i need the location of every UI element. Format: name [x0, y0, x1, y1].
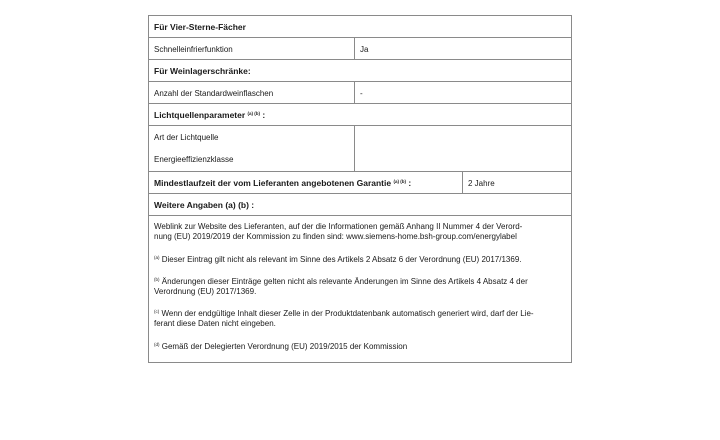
- four-star-heading-row: [149, 16, 571, 38]
- wine-bottles-row: [149, 82, 571, 104]
- note-b-text-1: Änderungen dieser Einträge gelten nicht als relevante Änderungen im Sinne des Artikels 4 Absatz 4 der: [161, 277, 528, 286]
- further-heading: Weitere Angaben (a) (b) :: [154, 200, 255, 210]
- warranty-label-cell: [149, 172, 462, 193]
- light-class-label: Energieeffizienzklasse: [154, 155, 234, 164]
- note-a-ref: (a): [154, 255, 160, 260]
- note-c-text-2: ferant diese Daten nicht eingeben.: [154, 319, 276, 328]
- warranty-colon: :: [408, 178, 412, 188]
- light-type-label: Art der Lichtquelle: [154, 133, 219, 142]
- note-b-ref: (b): [154, 277, 160, 282]
- note-c-ref: (c): [154, 309, 160, 314]
- weblink-block: [149, 216, 571, 242]
- note-c: [149, 297, 571, 329]
- light-heading-row: [149, 104, 571, 126]
- weblink-line-2: nung (EU) 2019/2019 der Kommission zu finden sind: www.siemens-home.bsh-group.com/energylabel: [154, 232, 517, 241]
- wine-heading-row: [149, 60, 571, 82]
- warranty-value: 2 Jahre: [462, 172, 571, 193]
- light-params-row: [149, 126, 571, 172]
- note-c-text-1: Wenn der endgültige Inhalt dieser Zelle in der Produktdatenbank automatisch generiert wird, darf der Lie-: [161, 309, 534, 318]
- wine-bottles-label: Anzahl der Standardweinflaschen: [154, 89, 274, 98]
- four-star-heading: Für Vier-Sterne-Fächer: [154, 22, 246, 32]
- light-params-value: [354, 126, 571, 171]
- quick-freeze-row: [149, 38, 571, 60]
- light-heading-text: Lichtquellenparameter: [154, 110, 246, 120]
- wine-bottles-value: -: [354, 82, 571, 103]
- light-heading: [149, 104, 571, 125]
- quick-freeze-label: Schnelleinfrierfunktion: [154, 45, 233, 54]
- warranty-row: [149, 172, 571, 194]
- note-b-text-2: Verordnung (EU) 2017/1369.: [154, 287, 257, 296]
- note-b: [149, 265, 571, 297]
- light-params-labels: [149, 126, 354, 171]
- wine-heading: Für Weinlagerschränke:: [154, 66, 251, 76]
- note-a: [149, 242, 571, 265]
- warranty-label: Mindestlaufzeit der vom Lieferanten angebotenen Garantie: [154, 178, 392, 188]
- weblink-line-1: Weblink zur Website des Lieferanten, auf der die Informationen gemäß Anhang II Nummer 4 der Verord-: [154, 222, 523, 231]
- quick-freeze-value: Ja: [354, 38, 571, 59]
- light-heading-refs: (a) (b): [247, 111, 261, 116]
- note-d: [149, 329, 571, 352]
- note-a-text: Dieser Eintrag gilt nicht als relevant im Sinne des Artikels 2 Absatz 6 der Verordnung (EU) 2017/1369.: [161, 255, 522, 264]
- notes-row: [149, 216, 571, 362]
- further-heading-row: [149, 194, 571, 216]
- product-info-table: [148, 15, 572, 363]
- note-d-text: Gemäß der Delegierten Verordnung (EU) 2019/2015 der Kommission: [161, 342, 408, 351]
- warranty-refs: (a) (b): [393, 179, 406, 184]
- note-d-ref: (d): [154, 342, 160, 347]
- light-heading-colon: :: [262, 110, 266, 120]
